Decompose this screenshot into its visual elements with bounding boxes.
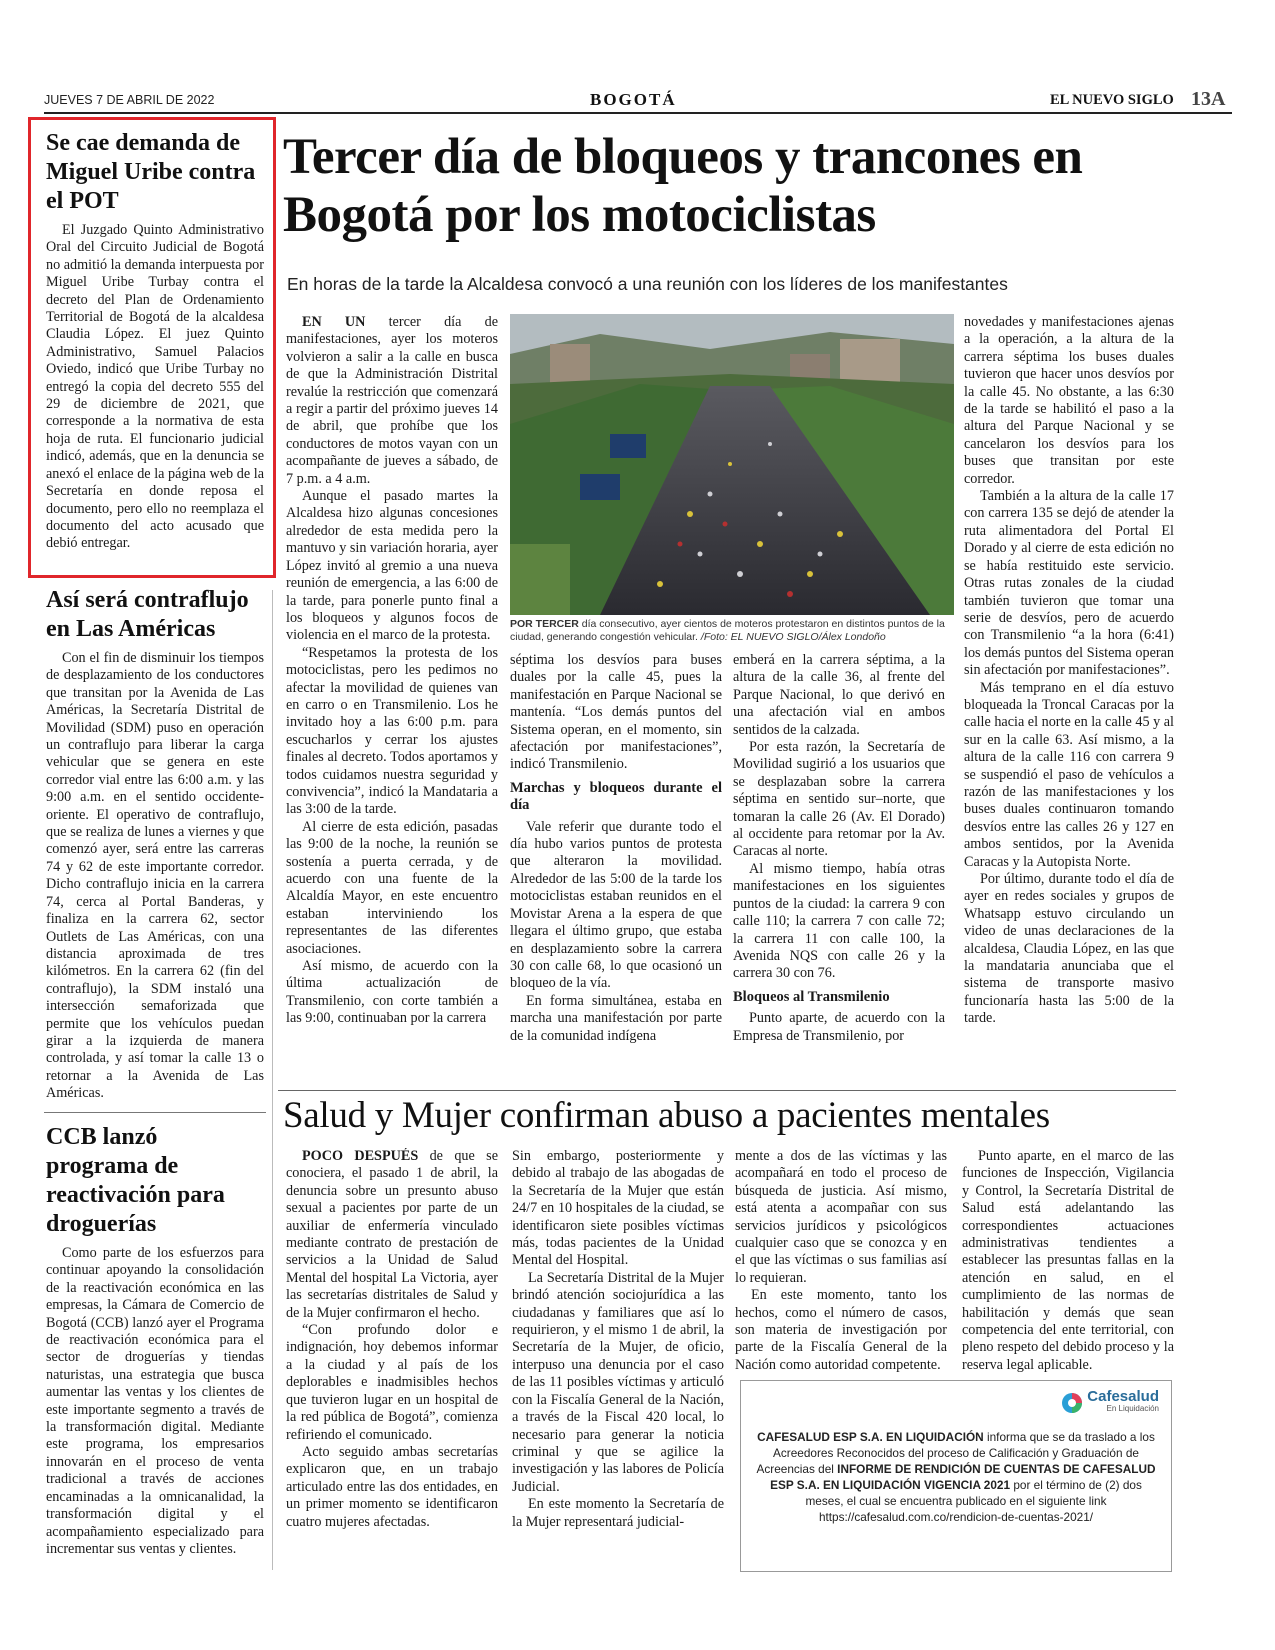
- main-column-1: [286, 314, 498, 1084]
- paragraph: POCO DESPUÉS de que se conociera, el pasado 1 de abril, la denuncia sobre un presunto abuso sexual a pacientes por parte de un auxiliar de enfermería vinculado mediante contrato de prestación de servicios a la Unidad de Salud Mental del hospital La Victoria, ayer las secretarías distritales de Salud y de la Mujer confirmaron el hecho.: [286, 1148, 498, 1321]
- sidebar-story-pot: [46, 129, 264, 579]
- notice-text: CAFESALUD ESP S.A. EN LIQUIDACIÓN informa que se da traslado a los Acreedores Reconocidos del proceso de Calificación y Graduación de Acreencias del INFORME DE RENDICIÓN DE CUENTAS DE CAFESALUD ESP S.A. EN LIQUIDACIÓN VIGENCIA 2021 por el término de (2) dos meses, el cual se encuentra publicado en el siguiente link https://cafesalud.com.co/rendicion-de-cuentas-2021/: [756, 1430, 1156, 1524]
- lead-in: EN UN: [302, 314, 366, 330]
- photo-caption: POR TERCER día consecutivo, ayer cientos de moteros protestaron en distintos puntos de la ciudad, generando congestión vehicular. /Foto: EL NUEVO SIGLO/Álex Londoño: [510, 618, 945, 643]
- section-divider: [278, 1090, 1176, 1091]
- paragraph: En forma simultánea, estaba en marcha una manifestación por parte de la comunidad indígena: [510, 992, 722, 1044]
- story-headline: CCB lanzó programa de reactivación para droguerías: [46, 1124, 225, 1237]
- news-photo: [510, 314, 954, 615]
- main-column-2: [510, 652, 722, 1084]
- sidebar-story-ccb: [46, 1123, 264, 1573]
- paragraph: “Con profundo dolor e indignación, hoy debemos informar a la ciudad y al país de los deplorables e inadmisibles hechos que tuvieron lugar en un hospital de la red pública de Bogotá”, comienza refiriendo el comunicado.: [286, 1322, 498, 1443]
- paragraph: Más temprano en el día estuvo bloqueada la Troncal Caracas por la calle hacia el norte en la calle 45 y al sur en la calle 63. Así mismo, a la altura de la calle 116 con carrera 9 se suspendió el paso de vehículos a razón de las manifestaciones y los buses duales continuaron tomando desvíos entre las calles 26 y 127 en ambos sentidos, por la Avenida Caracas y la Autopista Norte.: [964, 679, 1174, 870]
- paragraph: EN UN tercer día de manifestaciones, ayer los moteros volvieron a salir a la calle en busca de que la Administración Distrital revalúe la restricción que comenzará a regir a partir del próximo jueves 14 de abril, que prohíbe que los conductores de motos vayan con un acompañante de jueves a sábado, de 7 p.m. a 4 a.m.: [286, 314, 498, 487]
- motorcycle-protest-photo: [510, 314, 954, 615]
- lead-in: POCO DESPUÉS: [302, 1148, 419, 1164]
- column-divider: [272, 590, 273, 1570]
- cafesalud-logo: [753, 1388, 1159, 1425]
- cafesalud-logo-icon: [1061, 1392, 1083, 1414]
- header-rule: [44, 112, 1232, 114]
- paragraph: En este momento la Secretaría de la Mujer representará judicial-: [512, 1496, 724, 1530]
- caption-lead: POR TERCER: [510, 618, 579, 630]
- paragraph: En este momento, tanto los hechos, como el número de casos, son materia de investigación por parte de la Fiscalía General de la Nación como autoridad competente.: [735, 1287, 947, 1373]
- paragraph: mente a dos de las víctimas y las acompañará en todo el proceso de búsqueda de justicia. Así mismo, está atenta a acompañar con sus servicios jurídicos y psicológicos cualquier caso que se conozca y en el que las víctimas o sus familias así lo requieran.: [735, 1148, 947, 1286]
- notice-link[interactable]: https://cafesalud.com.co/rendicion-de-cuentas-2021/: [818, 1510, 1094, 1524]
- photo-credit: /Foto: EL NUEVO SIGLO/Álex Londoño: [697, 631, 886, 643]
- section-title: BOGOTÁ: [590, 90, 677, 109]
- paragraph: Vale referir que durante todo el día hubo varios puntos de protesta que alteraron la movilidad. Alrededor de las 5:00 de la tarde los motociclistas estaban reunidos en el Movistar Arena a la espera de que llegara el último grupo, que estaba en desplazamiento sobre la carrera 30 con calle 68, lo que ocasionó un bloqueo de la vía.: [510, 818, 722, 992]
- cafesalud-notice: [740, 1380, 1172, 1572]
- story-body: [46, 650, 264, 1103]
- story-headline: Se cae demanda de Miguel Uribe contra el POT: [46, 130, 256, 214]
- sidebar-divider: [44, 1112, 266, 1113]
- main-column-3: [733, 652, 945, 1084]
- paragraph: novedades y manifestaciones ajenas a la operación, a la altura de la carrera séptima los buses duales tuvieron que hacer unos desvíos por la calle 45. No obstante, a las 6:30 de la tarde se habilitó el paso a la altura del Parque Nacional y se cancelaron los desvíos para los buses que transitan por este corredor.: [964, 314, 1174, 487]
- logo-subtext: En Liquidación: [1106, 1404, 1159, 1413]
- paragraph: También a la altura de la calle 17 con carrera 135 se dejó de atender la ruta alimentadora del Portal El Dorado y al cierre de esta edición no se había restituido este servicio. Otras rutas zonales de la ciudad también tuvieron que tomar una serie de desvíos, pero de acuerdo con Transmilenio “a la hora (6:41) los demás puntos del Sistema operan sin afectación por manifestaciones”.: [964, 488, 1174, 679]
- paragraph: emberá en la carrera séptima, a la altura de la calle 36, al frente del Parque Nacional, lo que derivó en una afectación vial en ambos sentidos de la calzada.: [733, 652, 945, 738]
- paragraph: Punto aparte, en el marco de las funciones de Inspección, Vigilancia y Control, la Secretaría Distrital de Salud está adelantando las correspondientes actuaciones administrativas tendientes a establecer las presuntas fallas en la atención en salud, en el cumplimiento de las normas de habilitación y demás que sean competencia del ente territorial, con pleno respeto del debido proceso y la reserva legal aplicable.: [962, 1148, 1174, 1373]
- second-column-3: [735, 1148, 947, 1378]
- subheading: Bloqueos al Transmilenio: [733, 988, 890, 1005]
- story-body: [46, 1245, 264, 1558]
- paragraph: Por último, durante todo el día de ayer en redes sociales y grupos de Whatsapp estuvo circulando un video de unas declaraciones de la alcaldesa, Claudia López, en las que la mandataria anunciaba que el sistema de transporte masivo funcionaría hasta las 5:00 de la tarde.: [964, 871, 1174, 1027]
- story-body: [46, 222, 264, 553]
- paragraph: “Respetamos la protesta de los motociclistas, pero les pedimos no afectar la movilidad de quienes van en carro o en Transmilenio. Los he invitado hoy a las 6:00 p.m. para escucharlos y cerrar los ajustes finales al decreto. Todos aportamos y todos cuidamos nuestra seguridad y convivencia”, indicó la Mandataria a las 3:00 de la tarde.: [286, 644, 498, 818]
- page-number: 13A: [1191, 88, 1226, 110]
- paragraph: Acto seguido ambas secretarías explicaron que, en un trabajo articulado entre las dos entidades, en un primer momento se identificaron cuatro mujeres afectadas.: [286, 1443, 498, 1530]
- main-column-4: [964, 314, 1174, 1084]
- paragraph: La Secretaría Distrital de la Mujer brindó atención sociojurídica a las ciudadanas y familiares que así lo requirieron, y el mismo 1 de abril, la Secretaría de la Mujer, de oficio, interpuso una denuncia por el caso de las 11 posibles víctimas y articuló con la Fiscalía General de la Nación, a través de la Fiscal 420 local, lo necesario para generar la noticia criminal y que se agilice la investigación y las labores de Policía Judicial.: [512, 1269, 724, 1495]
- sidebar-story-contraflujo: [46, 586, 264, 1106]
- second-headline: Salud y Mujer confirman abuso a pacientes mentales: [283, 1095, 1050, 1136]
- main-deck: En horas de la tarde la Alcaldesa convocó a una reunión con los líderes de los manifestantes: [287, 274, 1008, 294]
- paragraph: Por esta razón, la Secretaría de Movilidad sugirió a los usuarios que se desplazaban sobre la carrera séptima en sentido sur–norte, que tomaran la calle 26 (Av. El Dorado) al occidente para retomar por la Av. Caracas al norte.: [733, 739, 945, 860]
- paragraph: Sin embargo, posteriormente y debido al trabajo de las abogadas de la Secretaría de la Mujer que están 24/7 en 10 hospitales de la ciudad, se identificaron siete posibles víctimas más, todas pacientes de la Unidad Mental del Hospital.: [512, 1148, 724, 1269]
- paragraph: Aunque el pasado martes la Alcaldesa hizo algunas concesiones alrededor de esta medida pero la mantuvo y sin variación horaria, ayer López invitó al gremio a una nueva reunión de emergencia, a las 6:00 de la tarde, para ponerle punto final a los bloqueos y algunos focos de violencia en el marco de la protesta.: [286, 488, 498, 644]
- second-column-2: [512, 1148, 724, 1568]
- paragraph: séptima los desvíos para buses duales por la calle 45, pues la manifestación en Parque Nacional se mantenía. “Los demás puntos del Sistema operan, en el momento, sin afectación por manifestaciones”, indicó Transmilenio.: [510, 652, 722, 773]
- second-column-4: [962, 1148, 1174, 1378]
- logo-text: Cafesalud: [1087, 1388, 1159, 1405]
- newspaper-name: EL NUEVO SIGLO: [1050, 92, 1174, 108]
- paragraph: Como parte de los esfuerzos para continuar apoyando la consolidación de la reactivación económica en las empresas, la Cámara de Comercio de Bogotá (CCB) lanzó ayer el Programa de reactivación económica para el sector de droguerías y tiendas naturistas, una estrategia que busca aumentar las ventas y los clientes de este importante segmento a través de la transformación digital. Mediante este programa, los empresarios innovarán en el proceso de venta tradicional a través de acciones encaminadas a la omnicanalidad, la transformación digital y el acompañamiento especializado para incrementar sus ventas y clientes.: [46, 1245, 264, 1557]
- paragraph: Con el fin de disminuir los tiempos de desplazamiento de los conductores que transitan por la Avenida de Las Américas, la Secretaría Distrital de Movilidad (SDM) puso en operación un contraflujo para liberar la carga vehicular que se genera en este corredor vial entre las 6:00 a.m. y las 9:00 a.m. en el sentido occidente-oriente. El operativo de contraflujo, que se realiza de lunes a viernes y que comenzó ayer, será entre las carreras 74 y 62 de este importante corredor. Dicho contraflujo inicia en la carrera 74, cerca al Portal Banderas, y finaliza en la carrera 62, sector Outlets de Las Américas, con una distancia aproximada de tres kilómetros. En la carrera 62 (fin del contraflujo), la SDM instaló una intersección semaforizada que permite que los vehículos puedan girar a la izquierda de manera controlada, y así tomar la calle 13 o retornar a la Avenida de Las Américas.: [46, 650, 264, 1102]
- second-column-1: [286, 1148, 498, 1568]
- paragraph: Punto aparte, de acuerdo con la Empresa de Transmilenio, por: [733, 1010, 945, 1044]
- main-headline: Tercer día de bloqueos y trancones en Bogotá por los motociclistas: [283, 129, 1083, 243]
- header-date: JUEVES 7 DE ABRIL DE 2022: [44, 93, 215, 107]
- subheading: Marchas y bloqueos durante el día: [510, 779, 722, 814]
- paragraph: Al cierre de esta edición, pasadas las 9:00 de la noche, la reunión se sostenía a puerta cerrada, y de acuerdo con una fuente de la Alcaldía Mayor, en este encuentro estaban interviniendo los representantes de las diferentes asociaciones.: [286, 818, 498, 957]
- paragraph: El Juzgado Quinto Administrativo Oral del Circuito Judicial de Bogotá no admitió la demanda interpuesta por Miguel Uribe Turbay contra el decreto del Plan de Ordenamiento Territorial de Bogotá de la alcaldesa Claudia López. El juez Quinto Administrativo, Samuel Palacios Oviedo, indicó que Uribe Turbay no entregó la copia del decreto 555 del 29 de diciembre de 2021, que corresponde a la normativa de esta hoja de ruta. El funcionario judicial indicó, además, que en la denuncia se anexó el enlace de la página web de la Secretaría en donde reposa el documento, pero ello no reemplaza el documento del acto acusado que debió entregar.: [46, 222, 264, 552]
- paragraph: Así mismo, de acuerdo con la última actualización de Transmilenio, con corte también a las 9:00, continuaban por la carrera: [286, 958, 498, 1027]
- story-headline: Así será contraflujo en Las Américas: [46, 587, 249, 642]
- paragraph: Al mismo tiempo, había otras manifestaciones en los siguientes puntos de la ciudad: la carrera 9 con calle 110; la carrera 7 con calle 72; la carrera 11 con calle 100, la Avenida NQS con calle 26 y la carrera 30 con 76.: [733, 860, 945, 982]
